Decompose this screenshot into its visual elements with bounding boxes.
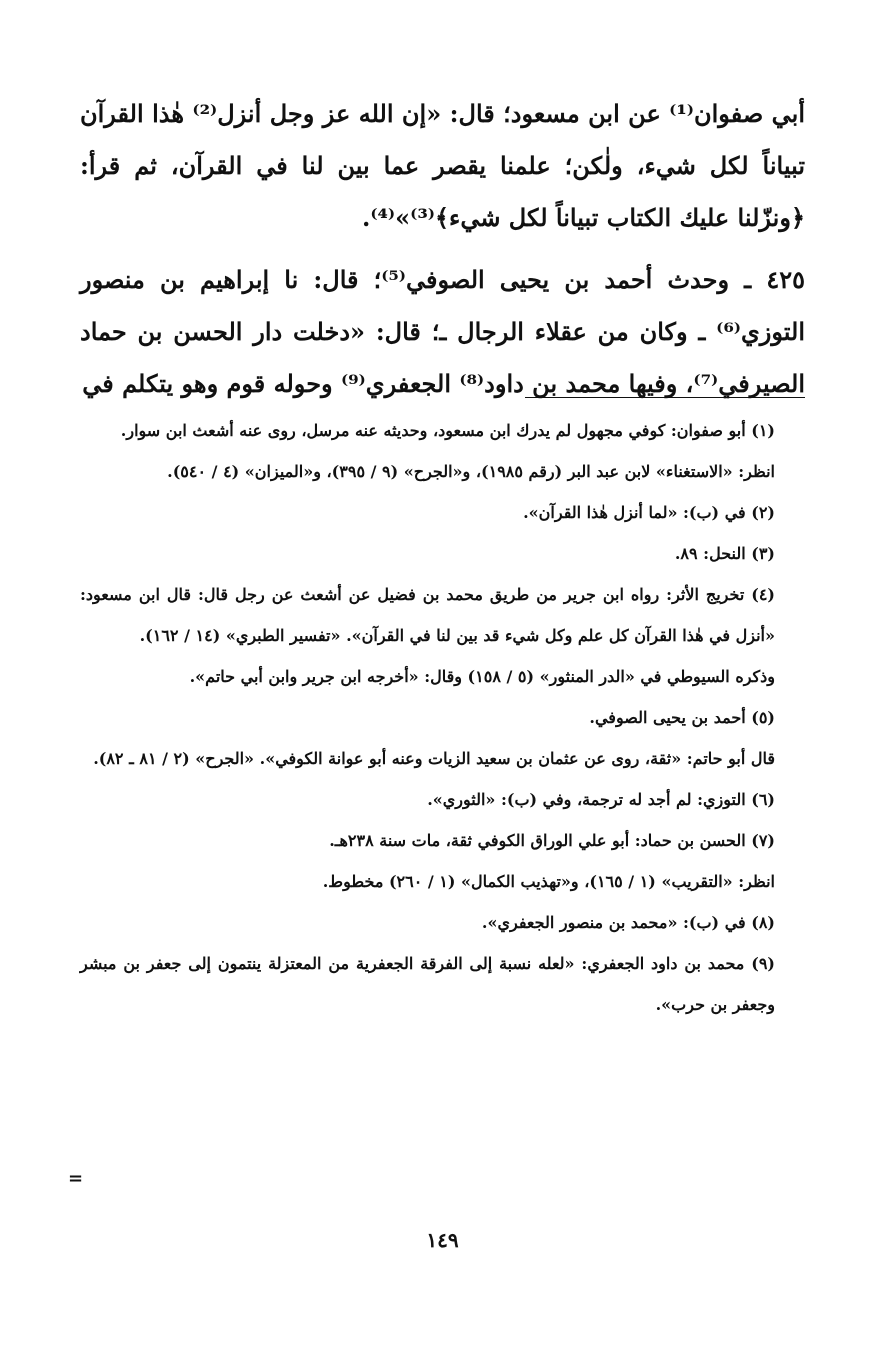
footnote: (٢) في (ب): «لما أنزل هٰذا القرآن». bbox=[523, 503, 775, 522]
footnote: انظر: «التقريب» (١ / ١٦٥)، و«تهذيب الكمال» (١ / ٢٦٠) مخطوط. bbox=[322, 872, 775, 891]
main-text bbox=[80, 88, 805, 410]
footnote: وذكره السيوطي في «الدر المنثور» (٥ / ١٥٨) وقال: «أخرجه ابن جرير وابن أبي حاتم». bbox=[189, 667, 775, 686]
footnote: (٥) أحمد بن يحيى الصوفي. bbox=[589, 708, 775, 727]
page-number: ١٤٩ bbox=[426, 1228, 459, 1252]
footnote: (٧) الحسن بن حماد: أبو علي الوراق الكوفي ثقة، مات سنة ٢٣٨هـ. bbox=[329, 831, 775, 850]
footnotes bbox=[80, 410, 805, 1025]
footnote: (٦) التوزي: لم أجد له ترجمة، وفي (ب): «الثوري». bbox=[427, 790, 775, 809]
footnote: (٨) في (ب): «محمد بن منصور الجعفري». bbox=[481, 913, 775, 932]
continuation-mark: = bbox=[68, 1168, 84, 1189]
footnote: انظر: «الاستغناء» لابن عبد البر (رقم ١٩٨٥)، و«الجرح» (٩ / ٣٩٥)، و«الميزان» (٤ / ٥٤٠). bbox=[167, 462, 775, 481]
footnote: (٤) تخريج الأثر: رواه ابن جرير من طريق محمد بن فضيل عن أشعث عن رجل قال: قال ابن مسعود: «أنزل في هٰذا القرآن كل علم وكل شيء قد بين لنا في القرآن». «تفسير الطبري» (١٤ / ١٦٢). bbox=[80, 585, 775, 645]
footnote: قال أبو حاتم: «ثقة، روى عن عثمان بن سعيد الزيات وعنه أبو عوانة الكوفي». «الجرح» (٢ / ٨١ ـ ٨٢). bbox=[93, 749, 775, 768]
footnote-separator bbox=[525, 397, 805, 398]
main-paragraph-2: ٤٢٥ ـ وحدث أحمد بن يحيى الصوفي⁽⁵⁾؛ قال: نا إبراهيم بن منصور التوزي⁽⁶⁾ ـ وكان من عقلاء الرجال ـ؛ قال: «دخلت دار الحسن بن حماد الصيرفي⁽⁷⁾، وفيها محمد بن داود⁽⁸⁾ الجعفري⁽⁹⁾ وحوله قوم وهو يتكلم في bbox=[80, 265, 805, 398]
footnote: (١) أبو صفوان: كوفي مجهول لم يدرك ابن مسعود، وحديثه عنه مرسل، روى عنه أشعث ابن سوار. bbox=[120, 421, 775, 440]
main-paragraph-1: أبي صفوان⁽¹⁾ عن ابن مسعود؛ قال: «إن الله عز وجل أنزل⁽²⁾ هٰذا القرآن تبياناً لكل شيء، ولٰكن؛ علمنا يقصر عما بين لنا في القرآن، ثم قرأ: ﴿ونزّلنا عليك الكتاب تبياناً لكل شيء﴾⁽³⁾»⁽⁴⁾. bbox=[80, 99, 805, 232]
footnote: (٣) النحل: ٨٩. bbox=[674, 544, 775, 563]
footnote: (٩) محمد بن داود الجعفري: «لعله نسبة إلى الفرقة الجعفرية من المعتزلة ينتمون إلى جعفر بن مبشر وجعفر بن حرب». bbox=[80, 954, 775, 1014]
